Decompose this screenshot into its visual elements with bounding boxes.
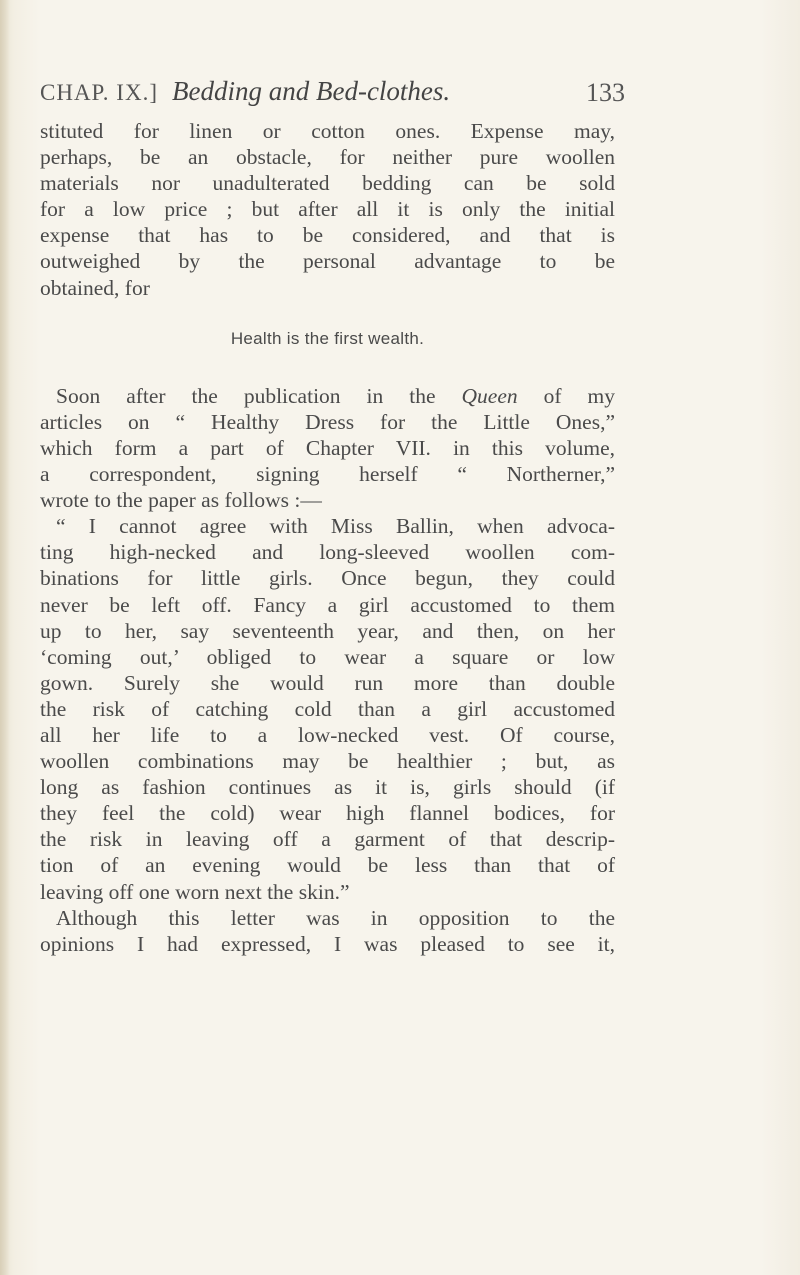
text-line: opinions I had expressed, I was pleased to see it,	[40, 931, 615, 956]
text-line: materials nor unadulterated bedding can be sold	[40, 171, 615, 196]
text-line: Although this letter was in opposition to the	[56, 905, 615, 930]
text-line: woollen combinations may be healthier ; but, as	[40, 749, 615, 774]
text-line: gown. Surely she would run more than double	[40, 670, 615, 695]
text-line: a correspondent, signing herself “ Northerner,”	[40, 462, 615, 487]
text-line: ‘coming out,’ obliged to wear a square or low	[40, 644, 615, 669]
text-line: never be left off. Fancy a girl accustomed to them	[40, 592, 615, 617]
text-line: which form a part of Chapter VII. in this volume,	[40, 435, 615, 460]
italic-title: Queen	[461, 383, 518, 408]
text-line: obtained, for	[40, 275, 150, 300]
text-line	[40, 383, 615, 409]
text-line: wrote to the paper as follows :—	[40, 488, 322, 513]
text-line: long as fashion continues as it is, girls should (if	[40, 775, 615, 800]
text-line: perhaps, be an obstacle, for neither pure woollen	[40, 145, 615, 170]
text-line: the risk of catching cold than a girl accustomed	[40, 696, 615, 721]
text-line: stituted for linen or cotton ones. Expense may,	[40, 119, 615, 143]
body-text	[40, 118, 615, 957]
text-line: tion of an evening would be less than that of	[40, 853, 615, 878]
text-line: articles on “ Healthy Dress for the Little Ones,”	[40, 409, 615, 434]
text-line: leaving off one worn next the skin.”	[40, 879, 350, 904]
text-line: outweighed by the personal advantage to be	[40, 249, 615, 274]
chapter-label: CHAP. IX.]	[40, 80, 158, 105]
page-number: 133	[586, 78, 625, 107]
text-line: they feel the cold) wear high flannel bodices, for	[40, 801, 615, 826]
running-title: Bedding and Bed-clothes.	[172, 76, 451, 106]
text-line: the risk in leaving off a garment of that descrip-	[40, 827, 615, 852]
text-line: for a low price ; but after all it is only the initial	[40, 197, 615, 222]
running-header	[40, 76, 625, 116]
text-line: ting high-necked and long-sleeved woollen com-	[40, 540, 615, 565]
text-line: up to her, say seventeenth year, and then, on her	[40, 618, 615, 643]
spine-shadow	[0, 0, 10, 1275]
text-span: Soon after the publication in the	[56, 383, 462, 408]
motto: Health is the first wealth.	[230, 328, 425, 348]
text-line: expense that has to be considered, and that is	[40, 223, 615, 248]
text-span: of my	[517, 383, 615, 408]
text-line: “ I cannot agree with Miss Ballin, when advoca-	[56, 514, 615, 539]
text-line: all her life to a low-necked vest. Of course,	[40, 722, 615, 747]
text-line: binations for little girls. Once begun, they could	[40, 566, 615, 591]
